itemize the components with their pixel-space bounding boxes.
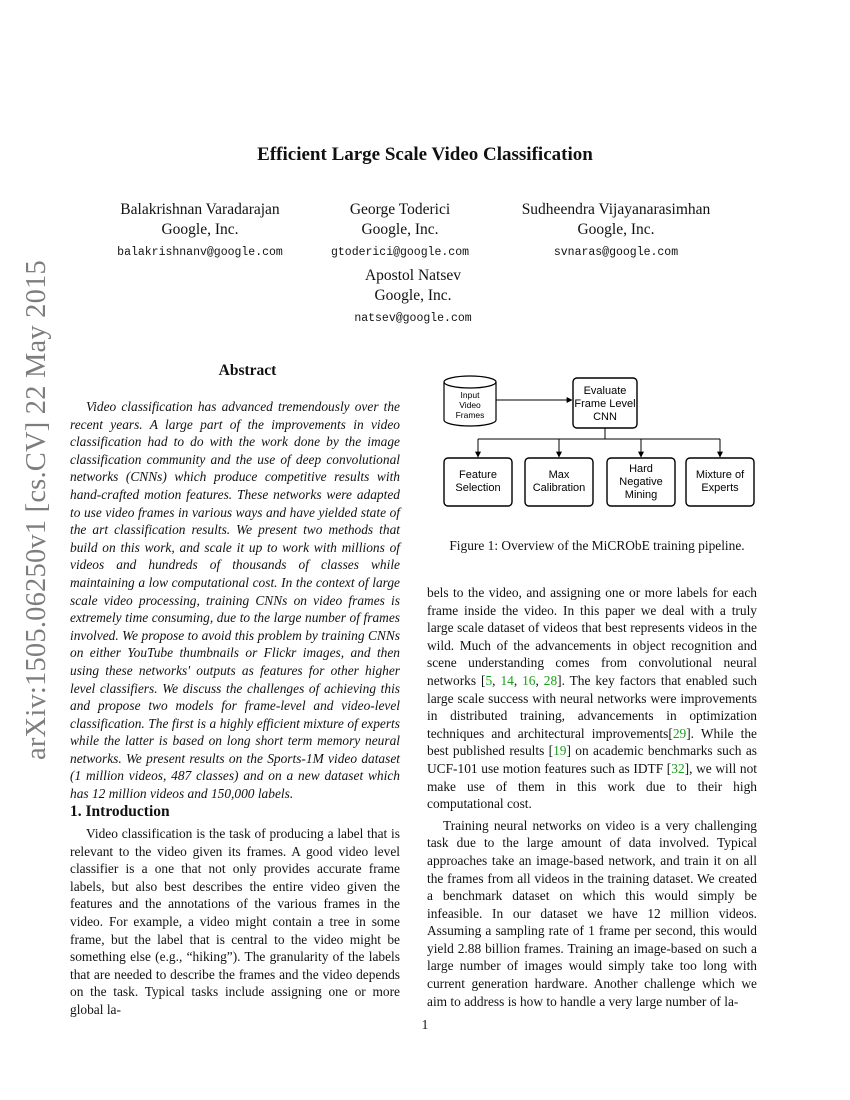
intro-heading: 1. Introduction bbox=[70, 803, 170, 820]
input-video-frames-node bbox=[444, 376, 496, 426]
author-name: Apostol Natsev bbox=[364, 267, 461, 284]
mixture-of-experts-node bbox=[686, 458, 754, 506]
max-calibration-node bbox=[525, 458, 593, 506]
input-label-line: Frames bbox=[455, 410, 485, 420]
right-paragraph-1: bels to the video, and assigning one or more labels for each frame inside the video. In this paper we deal with a truly large scale dataset of videos that best represents videos in the wild. Much of the advancements in object recognition and scene understanding comes from convolutional neural networks [5, 14, 16, 28]. The key factors that enabled such large scale success with neural networks were improvements in distributed training, advancements in optimization techniques and architectural improvements[29]. While the best published results [19] on academic benchmarks such as UCF-101 use motion features such as IDTF [32], we will not make use of them in this work due to their high computational cost. bbox=[427, 585, 758, 812]
node-label-line: Hard bbox=[629, 463, 653, 475]
author-email: svnaras@google.com bbox=[553, 246, 679, 259]
author-email: gtoderici@google.com bbox=[330, 246, 470, 259]
text-run: ], we will not make use of them in this work due to their high computational cost. bbox=[427, 760, 757, 812]
page-number: 1 bbox=[421, 1017, 429, 1032]
node-label-line: Selection bbox=[455, 482, 501, 494]
node-label-line: Feature bbox=[459, 469, 497, 481]
node-label-line: Mixture of bbox=[695, 469, 745, 481]
abstract-column bbox=[70, 398, 400, 803]
author-affiliation: Google, Inc. bbox=[161, 221, 239, 238]
intro-paragraph: Video classification is the task of producing a label that is relevant to the video given its frames. A good video level classifier is a one that not only provides accurate frame labels, but also best describes the entire video given the features and the annotations of the various frames in the video. For example, a video might contain a tree in some frame, but the label that is central to the video might be something else (e.g., “hiking”). The granularity of the labels that are needed to describe the frames and the video depends on the task. Typical tasks include assigning one or more global la- bbox=[70, 826, 400, 1017]
author-block bbox=[313, 266, 513, 329]
evaluate-label-line: Frame Level bbox=[574, 398, 636, 410]
hard-negative-mining-node bbox=[607, 458, 675, 506]
right-column bbox=[427, 584, 757, 1010]
text-run: ] on academic benchmarks such as UCF-101 use motion features such as IDTF [ bbox=[427, 743, 757, 776]
node-label-line: Max bbox=[548, 469, 570, 481]
author-affiliation: Google, Inc. bbox=[361, 221, 439, 238]
feature-selection-node bbox=[444, 458, 512, 506]
node-label-line: Calibration bbox=[532, 482, 586, 494]
right-paragraph-2: Training neural networks on video is a very challenging task due to the large amount of data involved. Typical approaches take an image-based network, and train it on all the frames from all videos in the training dataset. We created a benchmark dataset on which this would simply be infeasible. In our dataset we have 12 million videos. Assuming a sampling rate of 1 frame per second, this would yield 2.88 billion frames. Training an image-based on such a large number of images would simply take too long with current generation hardware. Another challenge which we aim to address is how to handle a very large number of la- bbox=[427, 817, 757, 1009]
citation-link[interactable]: 16 bbox=[522, 672, 536, 688]
figure-caption: Figure 1: Overview of the MiCRObE training pipeline. bbox=[449, 538, 745, 553]
citation-link[interactable]: 5 bbox=[485, 672, 493, 688]
text-run: bels to the video, and assigning one or more labels for each frame inside the video. In this paper we deal with a truly large scale dataset of videos that best represents videos in the wild. Much of the advancements in object recognition and scene understanding comes from convolutional neural networks [ bbox=[427, 585, 757, 688]
author-email: balakrishnanv@google.com bbox=[117, 246, 283, 259]
evaluate-cnn-node bbox=[573, 378, 637, 428]
author-block bbox=[100, 200, 300, 263]
intro-column bbox=[70, 825, 400, 1019]
citation-link[interactable]: 28 bbox=[543, 672, 558, 688]
author-email: natsev@google.com bbox=[354, 312, 472, 325]
evaluate-label-line: Evaluate bbox=[583, 385, 627, 397]
citation-link[interactable]: 32 bbox=[671, 760, 685, 776]
author-name: George Toderici bbox=[349, 201, 451, 218]
arxiv-id: arXiv:1505.06250v1 [cs.CV] 22 May 2015 bbox=[21, 260, 52, 760]
author-affiliation: Google, Inc. bbox=[374, 287, 452, 304]
node-label-line: Mining bbox=[624, 489, 658, 501]
node-label-line: Negative bbox=[619, 476, 663, 488]
text-run: ]. The key factors that enabled such large scale success with neural networks were improvements in distributed training, advancements in optimization techniques and architectural improvements[ bbox=[427, 672, 758, 741]
text-run: ]. While the best published results [ bbox=[427, 725, 757, 759]
author-block bbox=[300, 200, 500, 263]
input-label-line: Input bbox=[460, 390, 480, 400]
node-label-line: Experts bbox=[701, 482, 739, 494]
pipeline-figure bbox=[436, 368, 766, 518]
abstract-heading: Abstract bbox=[218, 362, 277, 379]
author-name: Sudheendra Vijayanarasimhan bbox=[521, 201, 711, 218]
author-block bbox=[500, 200, 732, 263]
abstract-text: Video classification has advanced tremendously over the recent years. A large part of the improvements in video classification had to do with the work done by the image classification community and the use of deep convolutional networks (CNNs) which produce competitive results with hand-crafted motion features. These networks were adapted to use video frames in various ways and have yielded state of the art classification results. We present two methods that build on this work, and scale it up to work with millions of videos and hundreds of thousands of classes while maintaining a low computational cost. In the context of large scale video processing, training CNNs on video frames is extremely time consuming, due to the large number of frames involved. We propose to avoid this problem by training CNNs on either YouTube thumbnails or Flickr images, and then using these networks' outputs as features for other higher level classifiers. We discuss the challenges of achieving this and propose two models for frame-level and video-level classification. The first is a highly efficient mixture of experts while the latter is based on long short term memory neural networks. We present results on the Sports-1M video dataset (1 million videos, 487 classes) and on a new dataset which has 12 million videos and 150,000 labels. bbox=[70, 399, 400, 802]
evaluate-label-line: CNN bbox=[593, 411, 617, 423]
paper-title: Efficient Large Scale Video Classification bbox=[257, 144, 593, 165]
citation-link[interactable]: 19 bbox=[553, 743, 567, 759]
citation-link[interactable]: 29 bbox=[672, 725, 687, 741]
input-label-line: Video bbox=[459, 400, 481, 410]
author-name: Balakrishnan Varadarajan bbox=[120, 201, 280, 218]
citation-link[interactable]: 14 bbox=[500, 672, 514, 688]
author-affiliation: Google, Inc. bbox=[577, 221, 655, 238]
